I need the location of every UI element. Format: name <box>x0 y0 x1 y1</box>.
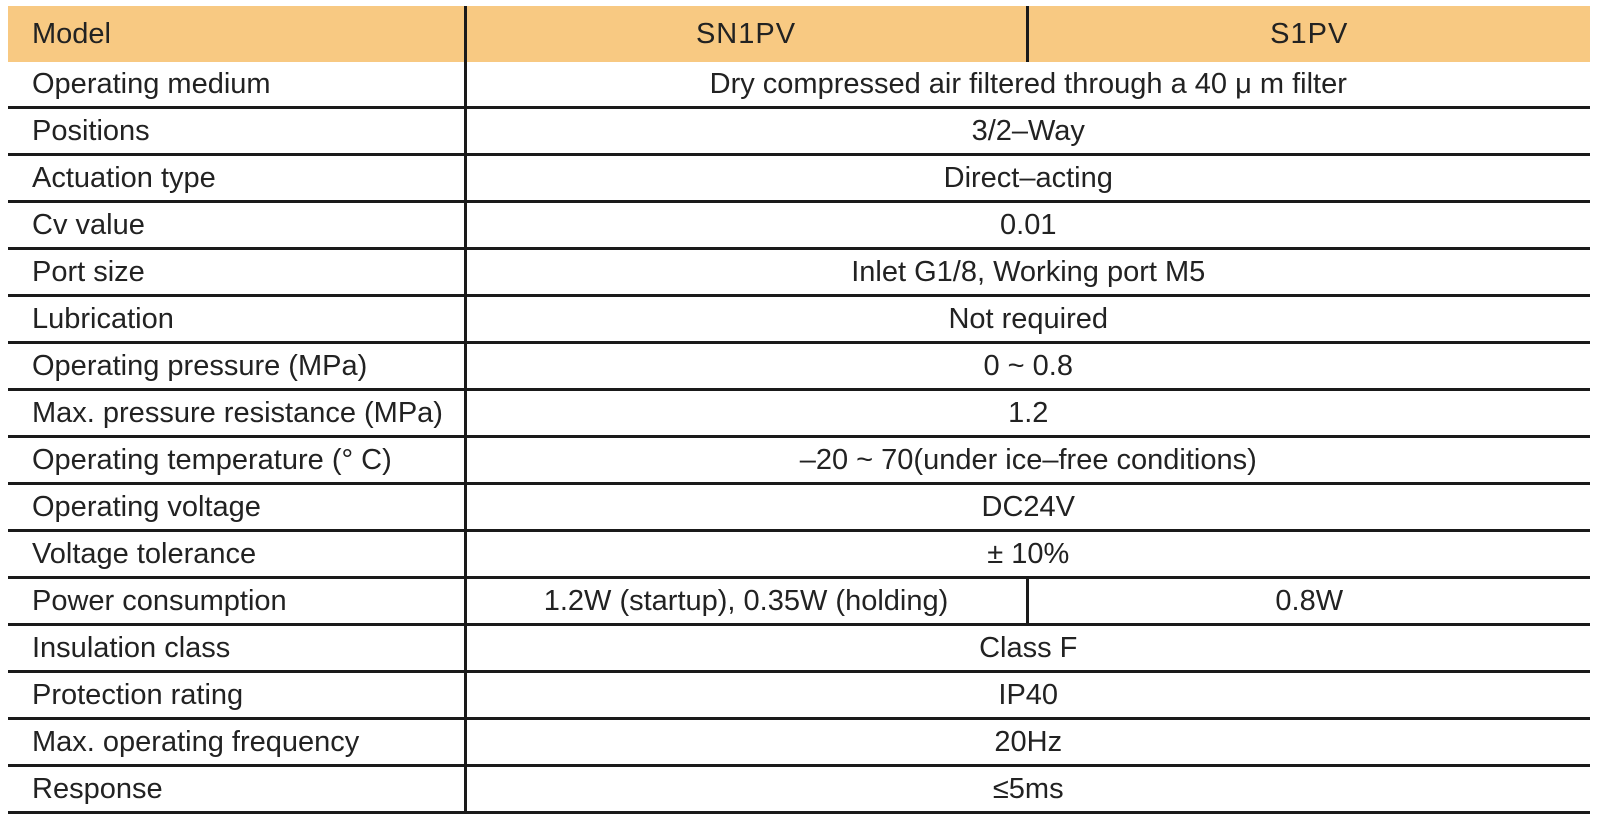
row-value: Inlet G1/8, Working port M5 <box>465 249 1590 296</box>
model-sn1pv-header: SN1PV <box>465 6 1027 62</box>
model-s1pv-header: S1PV <box>1027 6 1590 62</box>
row-value: ± 10% <box>465 531 1590 578</box>
row-value: 0 ~ 0.8 <box>465 343 1590 390</box>
row-label: Voltage tolerance <box>8 531 465 578</box>
row-value: Not required <box>465 296 1590 343</box>
row-label: Positions <box>8 108 465 155</box>
row-label: Actuation type <box>8 155 465 202</box>
row-label: Insulation class <box>8 625 465 672</box>
table-body <box>8 62 1590 813</box>
row-value: DC24V <box>465 484 1590 531</box>
table-row <box>8 437 1590 484</box>
row-label: Operating temperature (° C) <box>8 437 465 484</box>
row-value: 20Hz <box>465 719 1590 766</box>
row-label: Lubrication <box>8 296 465 343</box>
table-row <box>8 719 1590 766</box>
row-value: –20 ~ 70(under ice–free conditions) <box>465 437 1590 484</box>
table-row <box>8 296 1590 343</box>
row-value-s1pv: 0.8W <box>1027 578 1590 625</box>
row-value-sn1pv: 1.2W (startup), 0.35W (holding) <box>465 578 1027 625</box>
row-value: 3/2–Way <box>465 108 1590 155</box>
table-header <box>8 6 1590 62</box>
row-label: Port size <box>8 249 465 296</box>
row-label: Operating voltage <box>8 484 465 531</box>
table-row <box>8 155 1590 202</box>
row-value: ≤5ms <box>465 766 1590 813</box>
table-row <box>8 484 1590 531</box>
table-row <box>8 343 1590 390</box>
row-value: Dry compressed air filtered through a 40 μ m filter <box>465 62 1590 108</box>
spec-table <box>8 6 1590 814</box>
row-value: 0.01 <box>465 202 1590 249</box>
row-value: Class F <box>465 625 1590 672</box>
row-label: Power consumption <box>8 578 465 625</box>
row-value: IP40 <box>465 672 1590 719</box>
table-row <box>8 202 1590 249</box>
table-row <box>8 531 1590 578</box>
row-label: Protection rating <box>8 672 465 719</box>
table-row <box>8 108 1590 155</box>
row-label: Response <box>8 766 465 813</box>
row-value: Direct–acting <box>465 155 1590 202</box>
row-label: Operating medium <box>8 62 465 108</box>
table-row <box>8 672 1590 719</box>
row-label: Cv value <box>8 202 465 249</box>
table-row <box>8 578 1590 625</box>
table-row <box>8 249 1590 296</box>
header-row <box>8 6 1590 62</box>
row-label: Operating pressure (MPa) <box>8 343 465 390</box>
row-label: Max. operating frequency <box>8 719 465 766</box>
row-value: 1.2 <box>465 390 1590 437</box>
table-row <box>8 766 1590 813</box>
row-label: Max. pressure resistance (MPa) <box>8 390 465 437</box>
table-row <box>8 625 1590 672</box>
table-row <box>8 62 1590 108</box>
table-row <box>8 390 1590 437</box>
model-header-label: Model <box>8 6 465 62</box>
